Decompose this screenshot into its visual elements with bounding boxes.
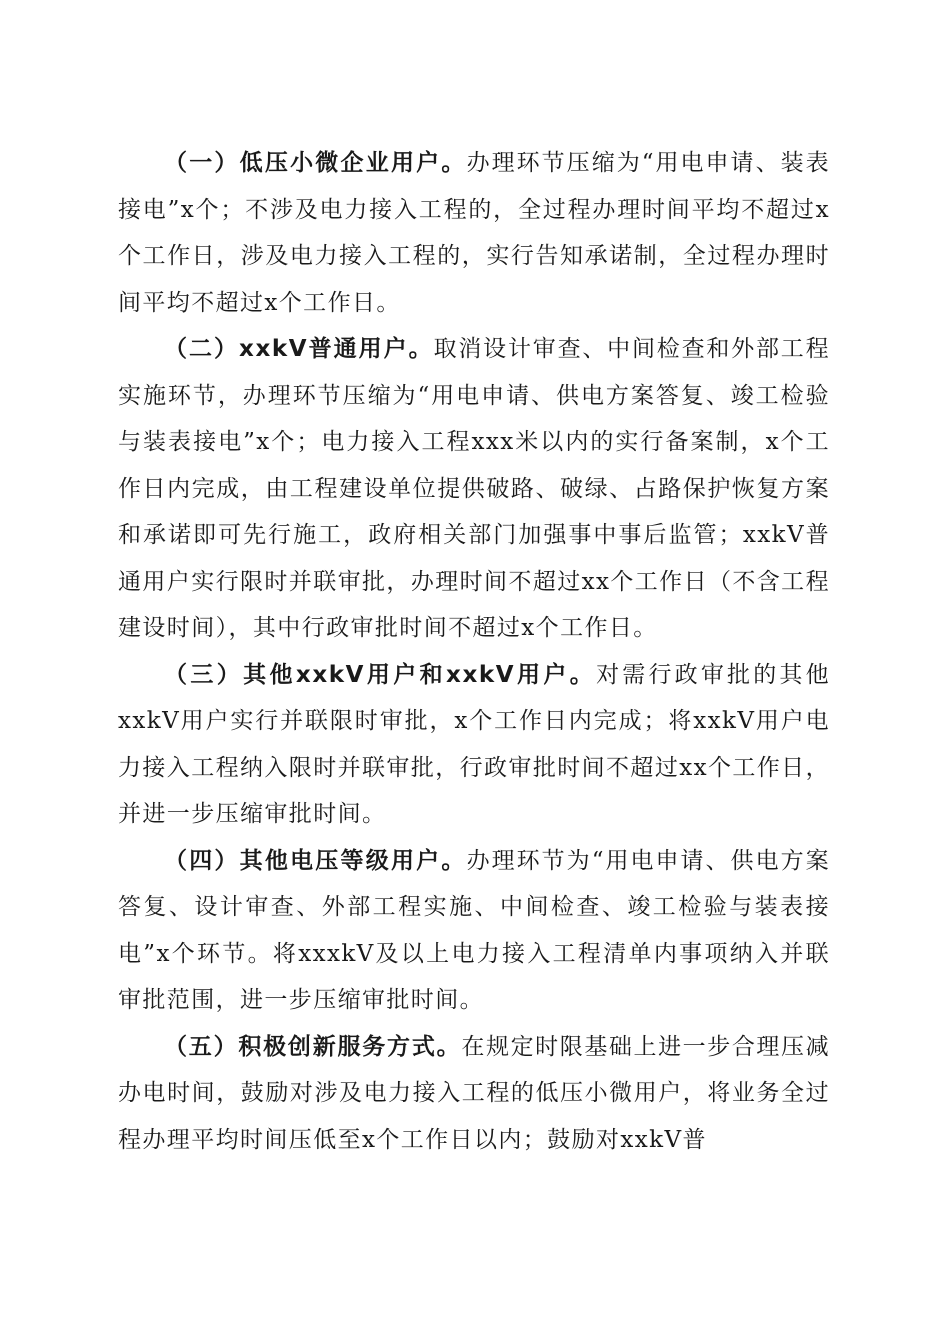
- paragraph-heading: （二）xxkV普通用户。: [164, 336, 434, 362]
- paragraph-text: 办理环节压缩为“用电申请、装表接电”x个；不涉及电力接入工程的，全过程办理时间平均不超过x个工作日，涉及电力接入工程的，实行告知承诺制，全过程办理时间平均不超过x个工作日。: [118, 150, 830, 316]
- document-body: [118, 140, 830, 1163]
- paragraph-innovation: [118, 1024, 830, 1164]
- paragraph-heading: （三）其他xxkV用户和xxkV用户。: [164, 661, 597, 688]
- paragraph-text: 在规定时限基础上进一步合理压减办电时间，鼓励对涉及电力接入工程的低压小微用户，将业务全过程办理平均时间压低至x个工作日以内；鼓励对xxkV普: [118, 1033, 831, 1153]
- paragraph-text: 取消设计审查、中间检查和外部工程实施环节，办理环节压缩为“用电申请、供电方案答复、竣工检验与装表接电”x个；电力接入工程xxx米以内的实行备案制，x个工作日内完成，由工程建设单位提供破路、破绿、占路保护恢复方案和承诺即可先行施工，政府相关部门加强事中事后监管；xxkV普通用户实行限时并联审批，办理时间不超过xx个工作日（不含工程建设时间），其中行政审批时间不超过x个工作日。: [118, 336, 830, 641]
- paragraph-other-voltage: [118, 838, 830, 1024]
- paragraph-text: 办理环节为“用电申请、供电方案答复、设计审查、外部工程实施、中间检查、竣工检验与装表接电”x个环节。将xxxkV及以上电力接入工程清单内事项纳入并联审批范围，进一步压缩审批时间。: [118, 847, 830, 1013]
- paragraph-text: 对需行政审批的其他xxkV用户实行并联限时审批，x个工作日内完成；将xxkV用户电力接入工程纳入限时并联审批，行政审批时间不超过xx个工作日，并进一步压缩审批时间。: [118, 661, 830, 827]
- paragraph-heading: （一）低压小微企业用户。: [164, 150, 467, 176]
- paragraph-low-voltage-micro: [118, 140, 830, 326]
- paragraph-heading: （五）积极创新服务方式。: [164, 1033, 462, 1060]
- paragraph-heading: （四）其他电压等级用户。: [164, 847, 467, 874]
- paragraph-other-xxkv: [118, 652, 830, 838]
- paragraph-xxkv-ordinary: [118, 326, 830, 652]
